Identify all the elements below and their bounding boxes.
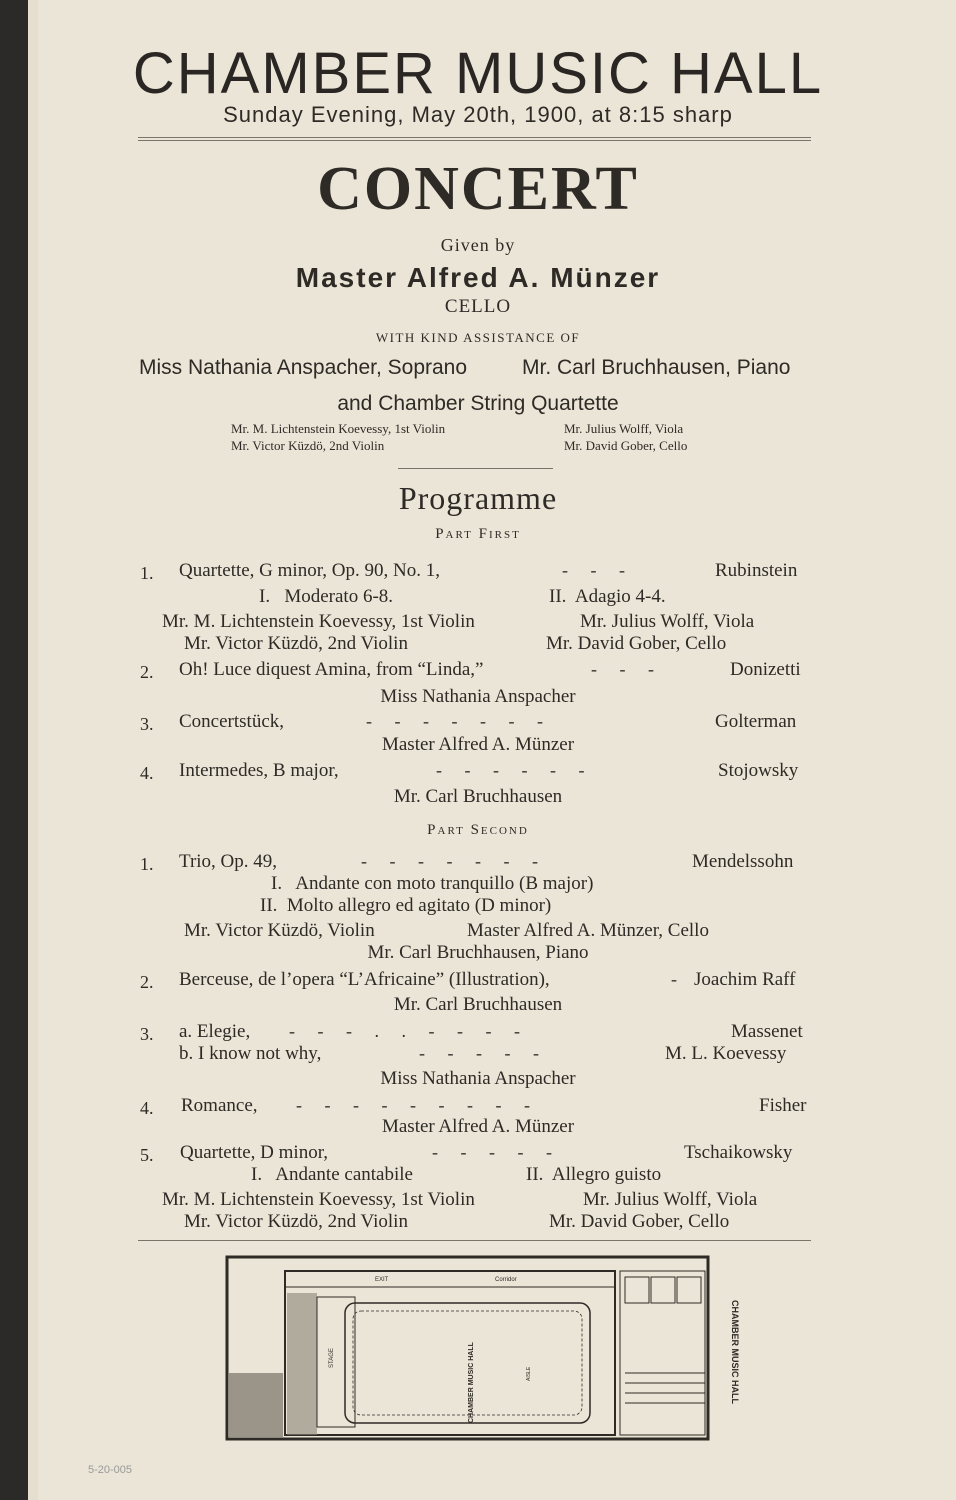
date-line: Sunday Evening, May 20th, 1900, at 8:15 sharp: [223, 102, 733, 127]
performer: Miss Nathania Anspacher: [380, 1068, 576, 1089]
composer: Golterman: [715, 711, 797, 732]
performer: Master Alfred A. Münzer: [381, 1116, 575, 1137]
item-number: 3.: [140, 714, 154, 734]
performer: Mr. Victor Küzdö, 2nd Violin: [184, 633, 408, 654]
divider: [398, 468, 553, 469]
performer: Mr. M. Lichtenstein Koevessy, 1st Violin: [162, 611, 475, 632]
performer: Mr. Julius Wolff, Viola: [580, 611, 755, 632]
movement: I. Andante cantabile: [251, 1164, 413, 1185]
item-number: 1.: [140, 854, 154, 874]
leader-dashes: - - -: [591, 659, 654, 679]
performer: Mr. Carl Bruchhausen: [393, 786, 563, 807]
performer: Mr. Victor Küzdö, 2nd Violin: [184, 1211, 408, 1232]
leader-dashes: - - - - - - - - -: [296, 1095, 530, 1115]
performer: Mr. Carl Bruchhausen, Piano: [367, 942, 589, 963]
part-first-heading: Part First: [435, 526, 521, 542]
composer: Stojowsky: [718, 760, 799, 781]
part-second-heading: Part Second: [427, 822, 529, 838]
movement: I. Moderato 6-8.: [259, 586, 394, 607]
piece-title: Quartette, D minor,: [180, 1142, 329, 1163]
performer: Master Alfred A. Münzer: [381, 734, 575, 755]
composer: Fisher: [759, 1095, 807, 1116]
item-number: 2.: [140, 972, 154, 992]
movement: II. Adagio 4-4.: [549, 586, 666, 607]
composer: Massenet: [731, 1021, 803, 1042]
performer: Mr. David Gober, Cello: [549, 1211, 730, 1232]
divider: [138, 1240, 811, 1241]
piece-title: a. Elegie,: [179, 1021, 251, 1042]
corridor-label: Corridor: [495, 1277, 517, 1283]
composer: M. L. Koevessy: [665, 1043, 787, 1064]
member: Mr. Victor Küzdö, 2nd Violin: [231, 438, 385, 453]
performer: Mr. M. Lichtenstein Koevessy, 1st Violin: [162, 1189, 475, 1210]
stage-label: STAGE: [329, 1348, 335, 1368]
performer: Miss Nathania Anspacher: [380, 686, 576, 707]
concert-title: CONCERT: [317, 155, 639, 223]
movement: II. Molto allegro ed agitato (D minor): [260, 895, 552, 916]
composer: Mendelssohn: [692, 851, 794, 872]
piece-title: Quartette, G minor, Op. 90, No. 1,: [179, 560, 440, 581]
item-number: 1.: [140, 563, 154, 583]
performer-name: Master Alfred A. Münzer: [295, 262, 661, 293]
programme-heading: Programme: [398, 480, 558, 516]
floor-plan-diagram: [225, 1253, 710, 1441]
leader-dashes: - - - - - -: [436, 760, 585, 780]
leader-dashes: - - - - - - -: [366, 711, 543, 731]
member: Mr. Julius Wolff, Viola: [564, 421, 684, 436]
composer: Donizetti: [730, 659, 801, 680]
performer: Mr. David Gober, Cello: [546, 633, 727, 654]
item-number: 4.: [140, 763, 154, 783]
piece-title: b. I know not why,: [179, 1043, 322, 1064]
hall-title: CHAMBER MUSIC HALL: [132, 41, 824, 106]
performer: Master Alfred A. Münzer, Cello: [467, 920, 709, 941]
movement: I. Andante con moto tranquillo (B major): [271, 873, 594, 894]
performer: Mr. Julius Wolff, Viola: [583, 1189, 758, 1210]
member: Mr. David Gober, Cello: [564, 438, 688, 453]
leader-dashes: - - -: [562, 560, 625, 580]
piece-title: Trio, Op. 49,: [179, 851, 278, 872]
pencil-note: 5-20-005: [88, 1464, 133, 1476]
composer: Tschaikowsky: [684, 1142, 793, 1163]
piece-title: Intermedes, B major,: [179, 760, 339, 781]
item-number: 3.: [140, 1024, 154, 1044]
item-number: 2.: [140, 662, 154, 682]
member: Mr. M. Lichtenstein Koevessy, 1st Violin: [231, 421, 446, 436]
side-hall-label: CHAMBER MUSIC HALL: [730, 1300, 740, 1404]
pianist-credit: Mr. Carl Bruchhausen, Piano: [522, 356, 791, 379]
aisle-label: AISLE: [526, 1366, 532, 1381]
piece-title: Concertstück,: [179, 711, 285, 732]
leader-dashes: - - - . . - - - -: [289, 1021, 520, 1041]
leader-dashes: -: [671, 969, 677, 989]
movement: II. Allegro guisto: [526, 1164, 662, 1185]
composer: Joachim Raff: [694, 969, 796, 990]
leader-dashes: - - - - -: [419, 1043, 539, 1063]
composer: Rubinstein: [715, 560, 798, 581]
leader-dashes: - - - - -: [432, 1142, 552, 1162]
piece-title: Oh! Luce diquest Amina, from “Linda,”: [179, 659, 484, 680]
divider: [138, 140, 811, 141]
given-by: Given by: [440, 235, 516, 255]
assistance-label: WITH KIND ASSISTANCE OF: [375, 330, 581, 345]
divider: [138, 137, 811, 138]
leader-dashes: - - - - - - -: [361, 851, 538, 871]
piece-title: Berceuse, de l’opera “L’Africaine” (Illustration),: [179, 969, 550, 990]
item-number: 4.: [140, 1098, 154, 1118]
performer: Mr. Carl Bruchhausen: [393, 994, 563, 1015]
soprano-credit: Miss Nathania Anspacher, Soprano: [139, 356, 468, 379]
piece-title: Romance,: [181, 1095, 258, 1116]
quartette-credit: and Chamber String Quartette: [337, 392, 619, 415]
performer: Mr. Victor Küzdö, Violin: [184, 920, 375, 941]
performer-instrument: CELLO: [444, 296, 512, 317]
exit-label: EXIT: [375, 1277, 389, 1283]
item-number: 5.: [140, 1145, 154, 1165]
center-hall-label: CHAMBER MUSIC HALL: [468, 1342, 475, 1423]
